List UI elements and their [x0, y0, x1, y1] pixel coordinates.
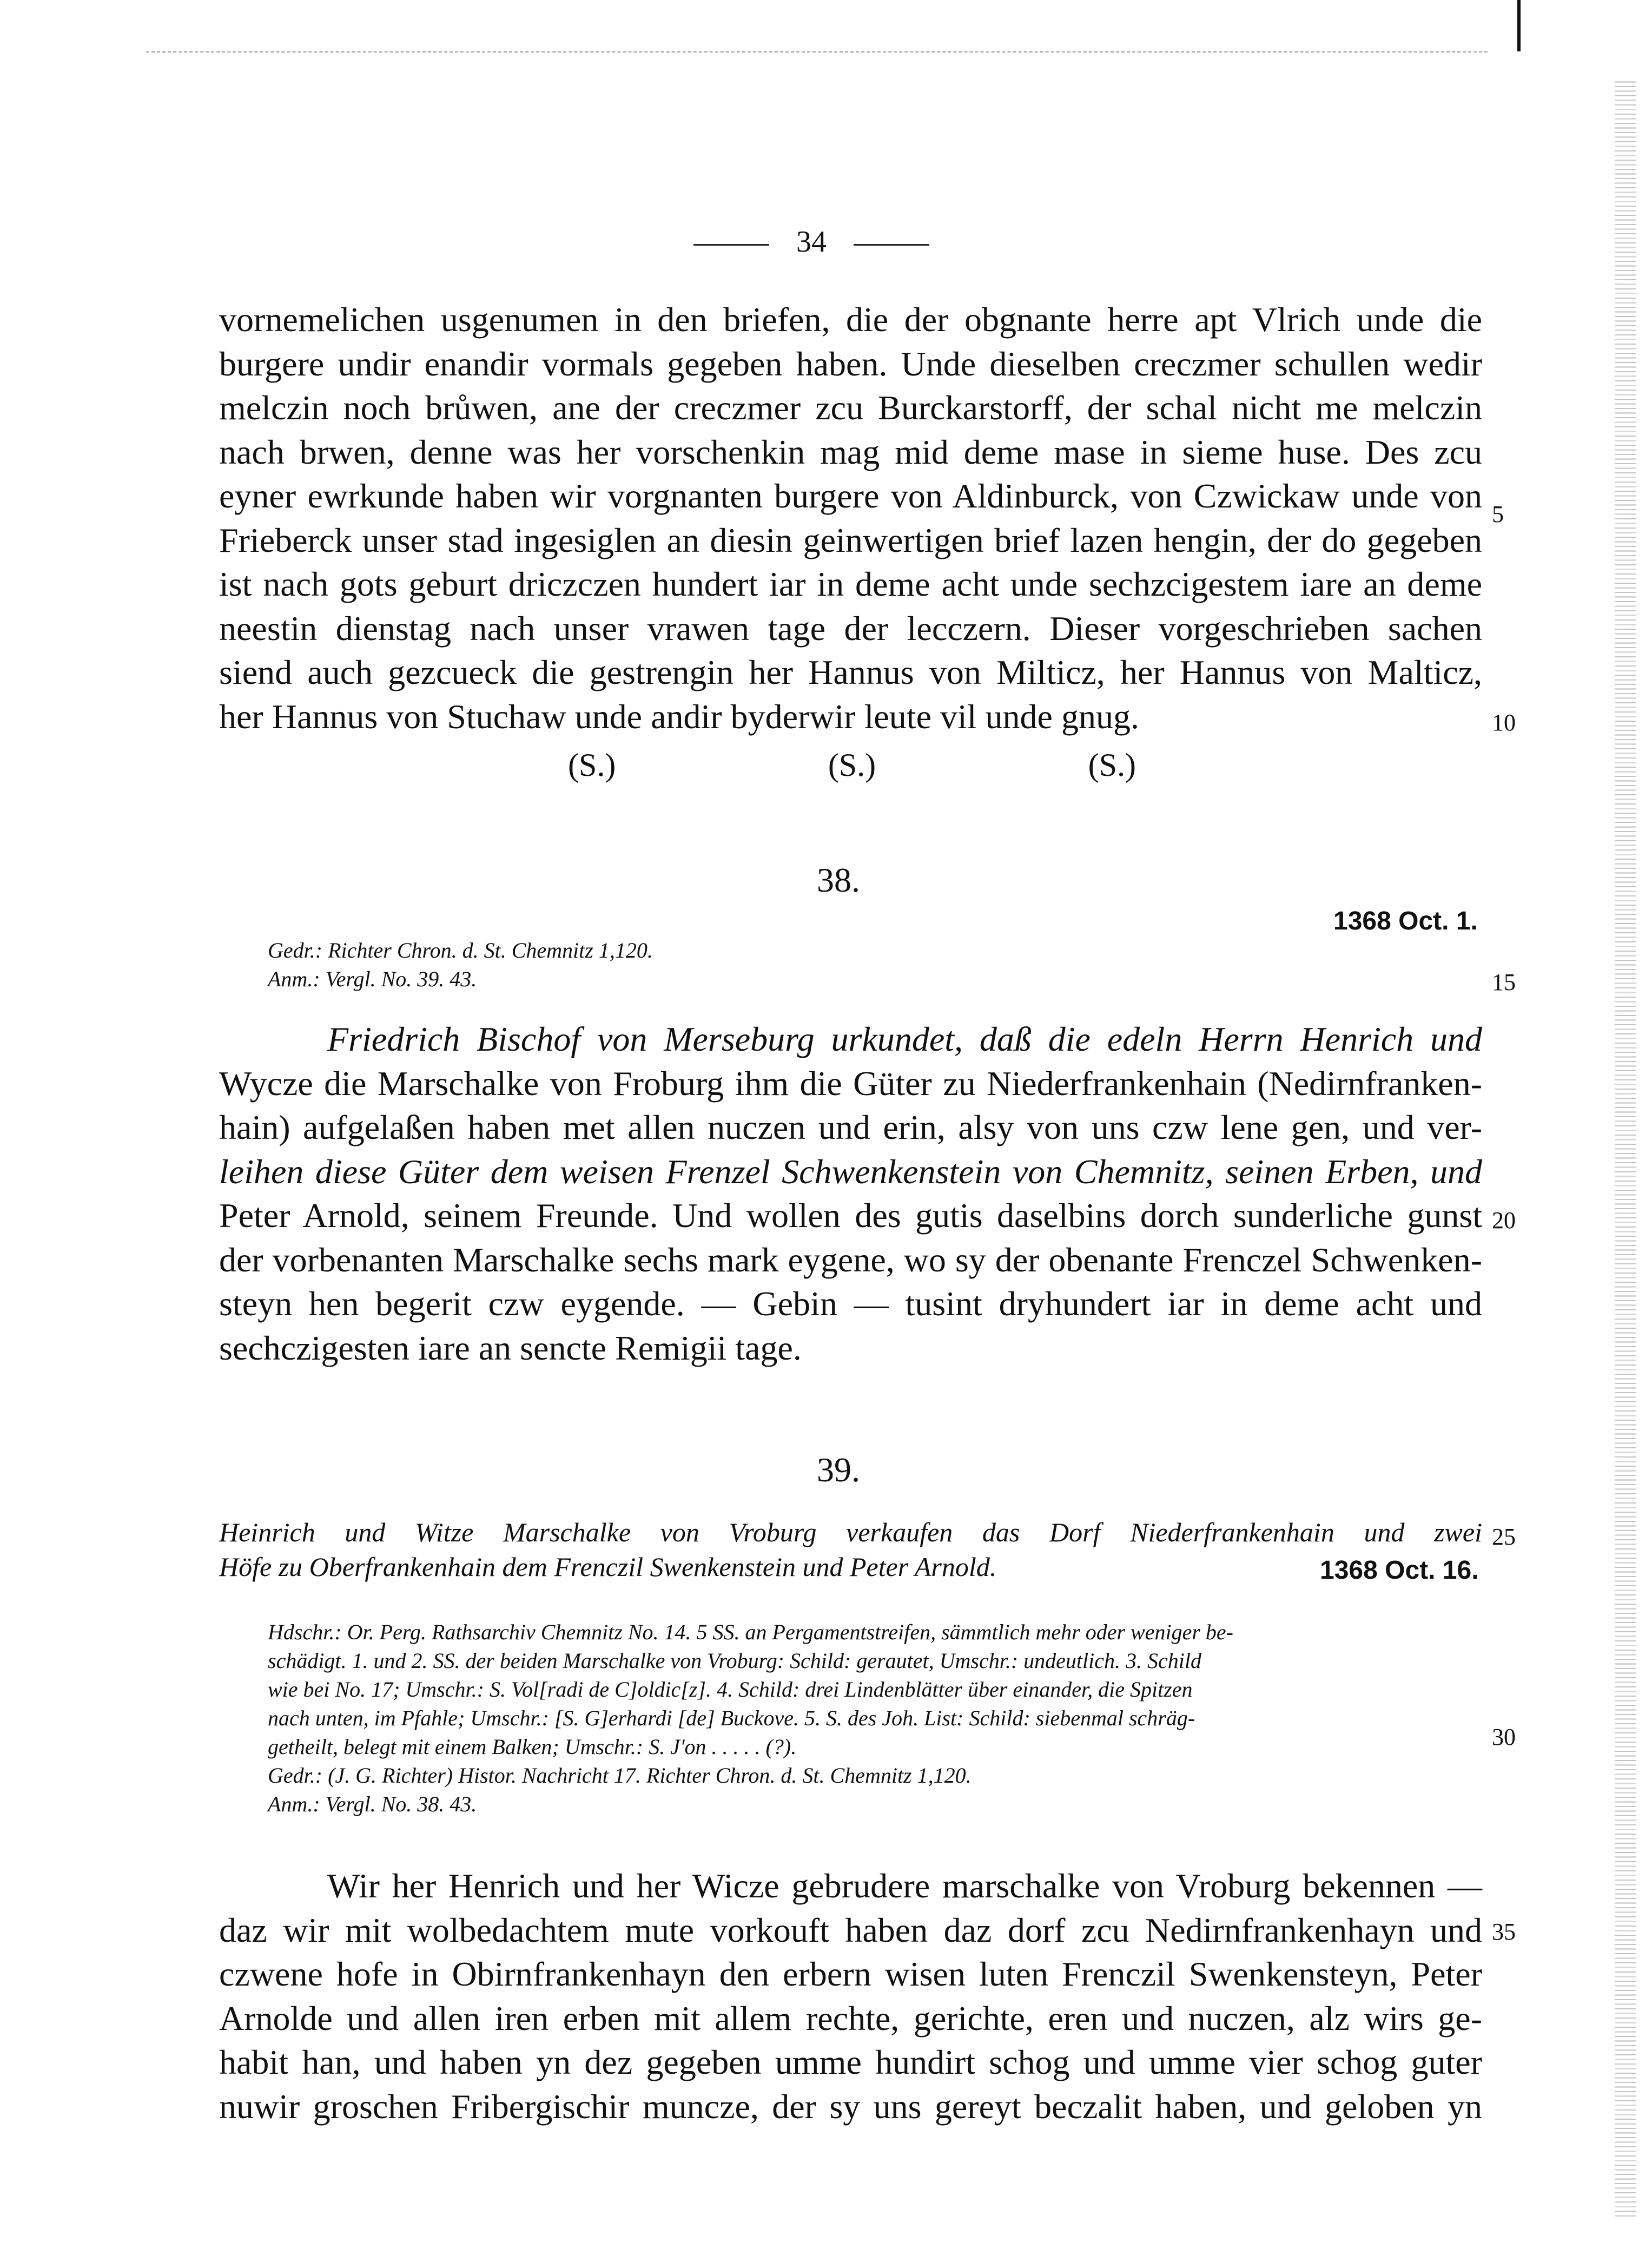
doc38-body [219, 1017, 1482, 1370]
seal-marker: (S.) [828, 747, 876, 783]
doc38-line: Friedrich Bischof von Merseburg urkundet, daß die edeln Herrn Henrich und [327, 1020, 1482, 1058]
doc39-summary [219, 1515, 1482, 1584]
text-line: burgere undir enandir vormals gegeben haben. Unde dieselben creczmer schullen wedir [219, 344, 1482, 383]
doc39-line: Arnolde und allen iren erben mit allem rechte, gerichte, eren und nuczen, alz wirs ge- [219, 1999, 1482, 2038]
doc39-body [219, 1864, 1482, 2128]
doc39-note-line: schädigt. 1. und 2. SS. der beiden Marschalke von Vroburg: Schild: gerautet, Umschr.: undeutlich. 3. Schild [268, 1649, 1201, 1673]
scan-top-rule [146, 51, 1488, 52]
doc38-note-line: Gedr.: Richter Chron. d. St. Chemnitz 1,120. [268, 938, 653, 962]
text-line: neestin dienstag nach unser vrawen tage der lecczern. Dieser vorgeschrieben sachen [219, 609, 1482, 648]
text-line: Frieberck unser stad ingesiglen an diesin geinwertigen brief lazen hengin, der do gegeben [219, 520, 1482, 559]
doc39-line: daz wir mit wolbedachtem mute vorkouft haben daz dorf zcu Nedirnfrankenhayn und [219, 1910, 1482, 1949]
doc39-line: nuwir groschen Fribergischir muncze, der sy uns gereyt beczalit haben, und geloben yn [219, 2087, 1482, 2126]
doc38-line: steyn hen begerit czw eygende. — Gebin — tusint dryhundert iar in deme acht und [219, 1284, 1482, 1323]
scan-edge-mark [1517, 0, 1521, 51]
margin-line-number: 10 [1492, 709, 1516, 736]
doc39-summary-line: Heinrich und Witze Marschalke von Vroburg verkaufen das Dorf Niederfrankenhain und zwei [219, 1517, 1482, 1547]
margin-line-number: 25 [1492, 1524, 1516, 1550]
margin-line-number: 15 [1492, 969, 1516, 995]
doc39-number: 39. [817, 1450, 860, 1489]
doc38-line: Wycze die Marschalke von Froburg ihm die Güter zu Niederfrankenhain (Nedirnfranken- [219, 1064, 1482, 1103]
text-line: siend auch gezcueck die gestrengin her Hannus von Milticz, her Hannus von Malticz, [219, 653, 1482, 691]
seal-marker: (S.) [568, 747, 616, 783]
text-line: nach brwen, denne was her vorschenkin mag mid deme mase in sieme huse. Des zcu [219, 432, 1482, 471]
doc39-note-line: getheilt, belegt mit einem Balken; Umschr.: S. J'on . . . . . (?). [268, 1735, 797, 1759]
doc38-number: 38. [817, 861, 860, 899]
text-line: her Hannus von Stuchaw unde andir byderwir leute vil unde gnug. [219, 697, 1139, 736]
scan-binding-edge [1615, 81, 1636, 2218]
doc39-note-line: Anm.: Vergl. No. 38. 43. [268, 1792, 477, 1816]
margin-line-number: 35 [1492, 1918, 1516, 1945]
page-number-value: 34 [796, 225, 827, 259]
doc38-line: der vorbenanten Marschalke sechs mark eygene, wo sy der obenante Frenczel Schwenken- [219, 1240, 1482, 1279]
page-number-dash-left [693, 244, 769, 246]
margin-line-number: 20 [1492, 1207, 1516, 1234]
page-number-dash-right [854, 244, 929, 246]
doc38-date: 1368 Oct. 1. [1333, 907, 1478, 935]
doc39-line: Wir her Henrich und her Wicze gebrudere marschalke von Vroburg bekennen — [327, 1867, 1482, 1905]
text-line: melczin noch brůwen, ane der creczmer zcu Burckarstorff, der schal nicht me melczin [219, 388, 1482, 427]
doc38-notes [268, 936, 1482, 993]
doc39-summary-line: Höfe zu Oberfrankenhain dem Frenczil Swenkenstein und Peter Arnold. [219, 1552, 997, 1582]
seal-markers [568, 747, 1136, 784]
doc39-notes [268, 1618, 1482, 1818]
page-number [541, 225, 1082, 259]
doc38-note-line: Anm.: Vergl. No. 39. 43. [268, 967, 477, 991]
doc39-note-line: nach unten, im Pfahle; Umschr.: [S. G]erhardi [de] Buckove. 5. S. des Joh. List: Schild: siebenmal schräg- [268, 1706, 1195, 1730]
doc38-line: sechczigesten iare an sencte Remigii tage. [219, 1328, 802, 1367]
margin-line-number: 30 [1492, 1724, 1516, 1750]
doc39-date: 1368 Oct. 16. [1320, 1556, 1479, 1585]
doc38-line: leihen diese Güter dem weisen Frenzel Schwenkenstein von Chemnitz, seinen Erben, und [219, 1152, 1482, 1191]
doc38-line: hain) aufgelaßen haben met allen nuczen und erin, alsy von uns czw lene gen, und ver- [219, 1108, 1482, 1146]
doc39-note-line: wie bei No. 17; Umschr.: S. Vol[radi de C]oldic[z]. 4. Schild: drei Lindenblätter über einander, die Spitzen [268, 1677, 1193, 1702]
continued-document-text [219, 298, 1482, 739]
text-line: ist nach gots geburt driczczen hundert iar in deme acht unde sechzcigestem iare an deme [219, 565, 1482, 603]
doc39-line: czwene hofe in Obirnfrankenhayn den erbern wisen luten Frenczil Swenkensteyn, Peter [219, 1955, 1482, 1993]
margin-line-number: 5 [1492, 501, 1504, 528]
doc38-line: Peter Arnold, seinem Freunde. Und wollen des gutis daselbins dorch sunderliche gunst [219, 1196, 1482, 1235]
doc39-note-line: Hdschr.: Or. Perg. Rathsarchiv Chemnitz No. 14. 5 SS. an Pergamentstreifen, sämmtlich mehr oder weniger be- [268, 1620, 1233, 1644]
text-line: eyner ewrkunde haben wir vorgnanten burgere von Aldinburck, von Czwickaw unde von [219, 477, 1482, 515]
doc39-line: habit han, und haben yn dez gegeben umme hundirt schog und umme vier schog guter [219, 2043, 1482, 2081]
seal-marker: (S.) [1088, 747, 1136, 783]
doc39-note-line: Gedr.: (J. G. Richter) Histor. Nachricht 17. Richter Chron. d. St. Chemnitz 1,120. [268, 1763, 972, 1788]
text-line: vornemelichen usgenumen in den briefen, die der obgnante herre apt Vlrich unde die [219, 300, 1482, 339]
